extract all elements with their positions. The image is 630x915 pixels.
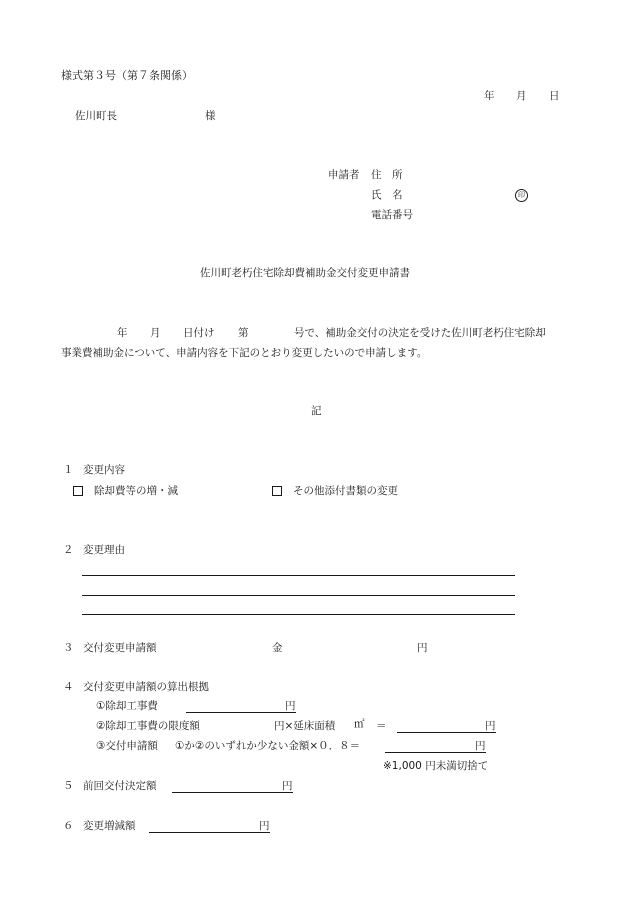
section6-amount-field[interactable] xyxy=(149,832,270,833)
item1-amount-field[interactable] xyxy=(186,712,296,713)
addressee-name: 佐川町長 xyxy=(75,110,117,122)
section6-heading: 変更増減額 xyxy=(83,820,136,832)
seal-icon: 印 xyxy=(515,189,528,202)
date-day: 日 xyxy=(549,90,560,102)
section1-heading: 変更内容 xyxy=(83,464,125,476)
option1-checkbox[interactable] xyxy=(73,486,83,498)
option1-label: 除却費等の増・減 xyxy=(94,485,178,497)
section1-number: １ xyxy=(63,464,74,476)
checkbox-icon[interactable] xyxy=(73,486,83,496)
applicant-label: 申請者 xyxy=(328,169,360,181)
applicant-phone-label: 電話番号 xyxy=(371,209,413,221)
item2-mid: 円×延床面積 xyxy=(274,720,336,732)
section5-heading: 前回交付決定額 xyxy=(83,780,157,792)
addressee-honorific: 様 xyxy=(205,110,216,122)
item2-unit: ㎡ xyxy=(354,718,365,730)
option2-checkbox[interactable] xyxy=(272,486,282,498)
applicant-name-label: 氏 名 xyxy=(371,189,403,201)
section3-kin: 金 xyxy=(272,642,283,654)
section4-heading: 交付変更申請額の算出根拠 xyxy=(83,681,209,693)
date-year: 年 xyxy=(484,90,495,102)
section3-heading: 交付変更申請額 xyxy=(83,642,157,654)
section5-number: ５ xyxy=(63,780,74,792)
intro-dai: 第 xyxy=(238,327,249,339)
section3-number: ３ xyxy=(63,642,74,654)
reason-line-1[interactable] xyxy=(82,575,515,576)
item3-label: ③交付申請額 xyxy=(96,740,158,752)
item3-yen: 円 xyxy=(475,740,486,752)
section2-heading: 変更理由 xyxy=(83,544,125,556)
section5-yen: 円 xyxy=(282,780,293,792)
intro-day-ref: 日付け xyxy=(183,327,215,339)
seal-mark xyxy=(515,189,528,202)
item3-amount-field[interactable] xyxy=(385,752,486,753)
intro-line2: 事業費補助金について、申請内容を下記のとおり変更したいので申請します。 xyxy=(61,347,428,359)
item1-yen: 円 xyxy=(285,700,296,712)
section2-number: ２ xyxy=(63,544,74,556)
applicant-address-label: 住 所 xyxy=(371,169,403,181)
item2-amount-field[interactable] xyxy=(397,732,496,733)
reason-line-3[interactable] xyxy=(82,614,515,615)
section6-yen: 円 xyxy=(259,820,270,832)
item1-label: ①除却工事費 xyxy=(96,700,158,712)
ki-heading: 記 xyxy=(311,405,322,417)
item2-label: ②除却工事費の限度額 xyxy=(96,720,200,732)
form-label: 様式第３号（第７条関係） xyxy=(61,69,193,82)
section5-amount-field[interactable] xyxy=(172,792,293,793)
rounding-note: ※1,000 円未満切捨て xyxy=(383,760,489,772)
date-month: 月 xyxy=(516,90,527,102)
section3-yen: 円 xyxy=(417,642,428,654)
intro-line1: 号で、補助金交付の決定を受けた佐川町老朽住宅除却 xyxy=(294,327,546,339)
checkbox-icon[interactable] xyxy=(272,486,282,496)
intro-month: 月 xyxy=(150,327,161,339)
document-title: 佐川町老朽住宅除却費補助金交付変更申請書 xyxy=(200,267,410,279)
option2-label: その他添付書類の変更 xyxy=(293,485,398,497)
section4-number: ４ xyxy=(63,681,74,693)
item2-yen: 円 xyxy=(485,720,496,732)
item2-eq: ＝ xyxy=(376,720,387,732)
item3-desc: ①か②のいずれか少ない金額×０．８＝ xyxy=(175,740,361,752)
intro-year: 年 xyxy=(117,327,128,339)
section6-number: ６ xyxy=(63,820,74,832)
reason-line-2[interactable] xyxy=(82,595,515,596)
